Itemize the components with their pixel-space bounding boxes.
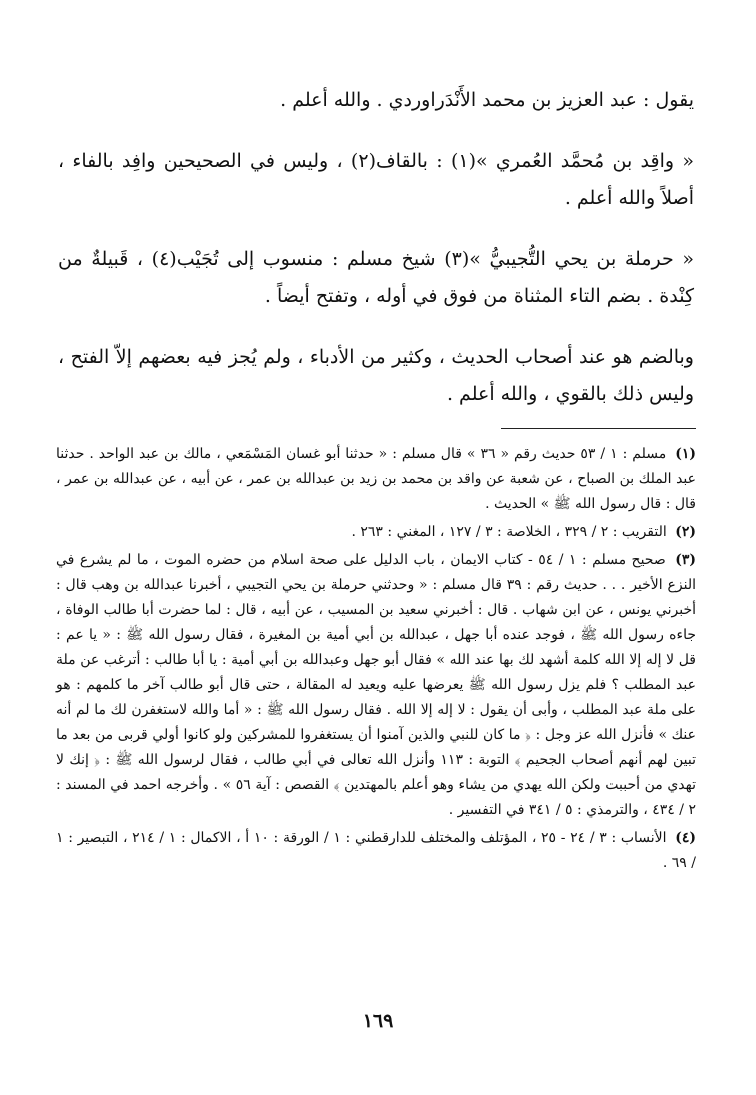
footnote-number: (٤) bbox=[675, 830, 696, 846]
footnote-number: (٣) bbox=[675, 552, 697, 568]
footnote bbox=[56, 548, 696, 823]
footnote-number: (٢) bbox=[675, 524, 696, 540]
footnote-text: مسلم : ١ / ٥٣ حديث رقم « ٣٦ » قال مسلم : « حدثنا أبو غسان المَسْمَعي ، مالك بن عبد الواحد . حدثنا عبد الملك بن الصباح ، عن شعبة عن واقد بن محمد بن زيد بن عبدالله بن عمر ، عن أبيه ، عن عبدالله بن عمر ، قال : قال رسول الله ﷺ » الحديث . bbox=[56, 446, 696, 512]
footnote bbox=[56, 442, 696, 517]
paragraph: وبالضم هو عند أصحاب الحديث ، وكثير من الأدباء ، ولم يُجز فيه بعضهم إلاّ الفتح ، وليس ذلك بالقوي ، والله أعلم . bbox=[58, 346, 694, 405]
main-text bbox=[58, 82, 694, 437]
footnote bbox=[56, 826, 696, 876]
paragraph: « حرملة بن يحي التُّجيبيُّ »(٣) شيخ مسلم : منسوب إلى تُجَيْب(٤) ، قَبيلةٌ من كِنْدة . بضم التاء المثناة من فوق في أوله ، وتفتح أيضاً . bbox=[58, 248, 694, 307]
footnote-text: صحيح مسلم : ١ / ٥٤ - كتاب الايمان ، باب الدليل على صحة اسلام من حضره الموت ، ما لم يشرع في النزع الأخير . . . حديث رقم : ٣٩ قال مسلم : « وحدثني حرملة بن يحي التجيبي ، أخبرنا عبدالله بن وهب قال : أخبرني يونس ، عن ابن شهاب . قال : أخبرني سعيد بن المسيب ، عن أبيه ، قال : لما حضرت أبا طالب الوفاة ، جاءه رسول الله ﷺ ، فوجد عنده أبا جهل ، عبدالله بن أبي أمية بن المغيرة ، فقال رسول الله ﷺ : « يا عم : قل لا إله إلا الله كلمة أشهد لك بها عند الله » فقال أبو جهل وعبدالله بن أبي أمية : يا أبا طالب : أترغب عن ملة عبد المطلب ؟ فلم يزل رسول الله ﷺ يعرضها عليه ويعيد له المقالة ، حتى قال أبو طالب آخر ما كلمهم : هو على ملة عبد المطلب ، وأبى أن يقول : لا إله إلا الله . فقال رسول الله ﷺ : « أما والله لاستغفرن لك ما لم أنه عنك » فأنزل الله عز وجل : ﴿ ما كان للنبي والذين آمنوا أن يستغفروا للمشركين ولو كانوا أولي قربى من بعد ما تبين لهم أنهم أصحاب الجحيم ﴾ التوبة : ١١٣ وأنزل الله تعالى في أبي طالب ، فقال لرسول الله ﷺ : ﴿ إنك لا تهدي من أحببت ولكن الله يهدي من يشاء وهو أعلم بالمهتدين ﴾ القصص : آية ٥٦ » . وأخرجه احمد في المسند : ٢ / ٤٣٤ ، والترمذي : ٥ / ٣٤١ في التفسير . bbox=[56, 552, 697, 818]
footnote-divider bbox=[501, 428, 696, 429]
footnotes bbox=[56, 442, 696, 879]
footnote-text: التقريب : ٢ / ٣٢٩ ، الخلاصة : ٣ / ١٢٧ ، المغني : ٢٦٣ . bbox=[351, 524, 667, 540]
page-number: ١٦٩ bbox=[362, 1010, 394, 1032]
footnote-text: الأنساب : ٣ / ٢٤ - ٢٥ ، المؤتلف والمختلف للدارقطني : ١ / الورقة : ١٠ أ ، الاكمال : ١ / ٢١٤ ، التبصير : ١ / ٦٩ . bbox=[56, 830, 696, 871]
paragraph: « واقِد بن مُحمَّد العُمري »(١) : بالقاف(٢) ، وليس في الصحيحين وافِد بالفاء ، أصلاً والله أعلم . bbox=[58, 150, 694, 209]
paragraph: يقول : عبد العزيز بن محمد الأَنْدَراوردي . والله أعلم . bbox=[280, 89, 694, 111]
footnote-number: (١) bbox=[675, 446, 696, 462]
footnote bbox=[56, 520, 696, 545]
